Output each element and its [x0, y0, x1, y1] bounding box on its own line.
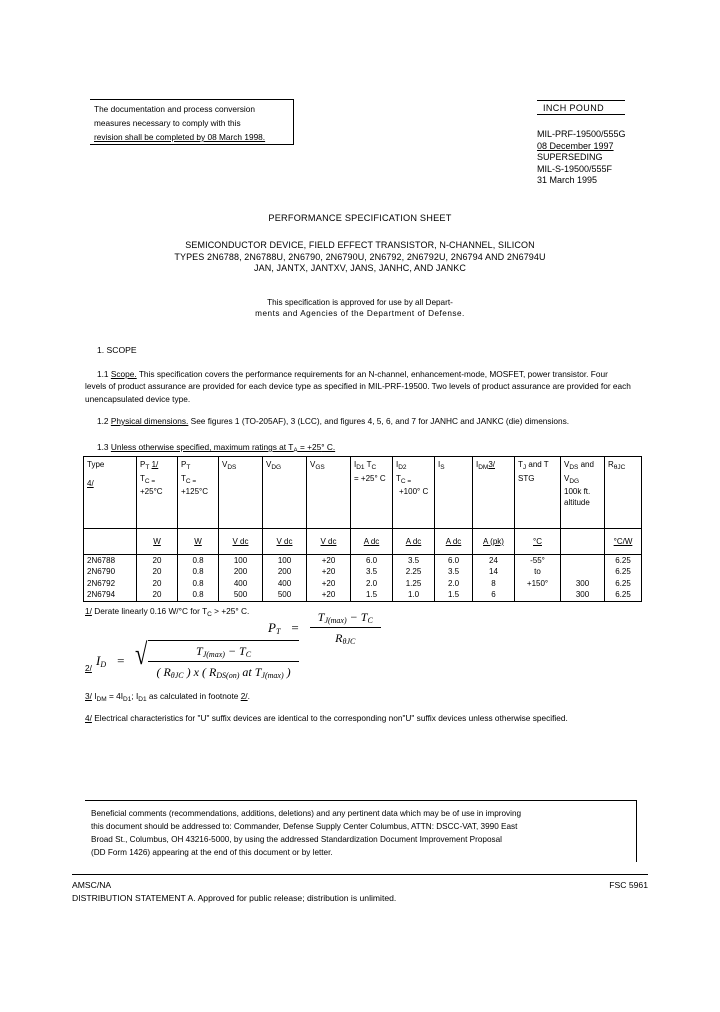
header-type: Type 4/: [84, 457, 137, 529]
table-data-rows: [84, 555, 642, 602]
header-vgs: $V_{GS}$: [307, 457, 351, 529]
revision-notice-line-1: The documentation and process conversion: [94, 104, 255, 114]
distribution-statement: DISTRIBUTION STATEMENT A. Approved for public release; distribution is unlimited.: [72, 893, 397, 903]
formula-pt-numerator: TJ(max) − TC: [310, 608, 381, 628]
unit-vds-altitude: [561, 529, 605, 555]
degree-symbol: °: [321, 442, 325, 452]
cell-vgs: +20: [307, 589, 351, 601]
document-identification-block: [537, 100, 697, 187]
cell-rthetajc: 6.25: [605, 555, 642, 567]
device-title-line-2: TYPES 2N6788, 2N6788U, 2N6790, 2N6790U, 2N6792, 2N6792U, 2N6794 AND 2N6794U: [174, 251, 546, 262]
unit-id2: A dc: [393, 529, 435, 555]
paragraph-1-1: [85, 368, 631, 405]
cell-vds-altitude: [561, 566, 605, 577]
comments-line-2: this document should be addressed to: Commander, Defense Supply Center Columbus, ATTN: DSCC-VAT, 3990 East: [91, 822, 518, 831]
approval-statement: [0, 297, 720, 319]
paragraph-1-3-subscript: A: [293, 447, 298, 454]
footnote-3-reference: 2/: [240, 691, 248, 701]
cell-id1: 2.0: [351, 578, 393, 589]
footnote-3-mark: 3/: [85, 691, 92, 701]
cell-pt-25c: 20: [137, 555, 178, 567]
device-title-line-1: SEMICONDUCTOR DEVICE, FIELD EFFECT TRANSISTOR, N-CHANNEL, SILICON: [185, 240, 535, 250]
approval-line-1: This specification is approved for use by all Depart-: [267, 298, 453, 307]
cell-is: 2.0: [435, 578, 473, 589]
amsc-label: AMSC/NA: [72, 880, 112, 890]
cell-is: 1.5: [435, 589, 473, 601]
cell-pt-25c: 20: [137, 578, 178, 589]
footnote-1: 1/ Derate linearly 0.16 W/°C for $T_C > +25^\circ$ C.: [85, 606, 250, 618]
unit-type: [84, 529, 137, 555]
cell-id1: 3.5: [351, 566, 393, 577]
header-is: $I_S$: [435, 457, 473, 529]
cell-vgs: +20: [307, 566, 351, 577]
specification-number: MIL-PRF-19500/555G: [537, 129, 626, 139]
page-footer: [72, 880, 648, 906]
paragraph-1-1-text: This specification covers the performance requirements for an N-channel, enhancement-mode, MOSFET, power transistor. Four levels of product assurance are provided for each device type as specified in MIL-PRF-19500. Two levels of product assurance are provided for each unencapsulated device type.: [85, 369, 631, 404]
paragraph-1-3-value: = +25: [297, 442, 322, 452]
maximum-ratings-table: [83, 456, 642, 602]
formula-id-numerator: TJ(max) − TC: [148, 642, 298, 662]
table-row: [84, 589, 642, 601]
table-row: [84, 566, 642, 577]
cell-vds: 400: [219, 578, 263, 589]
comments-line-3: Broad St., Columbus, OH 43216-5000, by using the addressed Standardization Document Improvement Proposal: [91, 835, 502, 844]
formula-id-radical: [135, 640, 298, 681]
footnote-1-text-b: C for T: [181, 606, 208, 616]
cell-vds: 500: [219, 589, 263, 601]
page-title: PERFORMANCE SPECIFICATION SHEET: [268, 213, 452, 223]
cell-idm: 14: [473, 566, 515, 577]
formula-id-denominator: ( RθJC ) x ( RDS(on) at TJ(max) ): [156, 665, 291, 680]
cell-vdg: 400: [263, 578, 307, 589]
specification-date: 08 December 1997: [537, 140, 614, 151]
cell-type: 2N6790: [84, 566, 137, 577]
cell-vgs: +20: [307, 578, 351, 589]
cell-pt-125c: 0.8: [178, 555, 219, 567]
cell-is: 6.0: [435, 555, 473, 567]
header-pt-25c: $P_T$ 1/ $T_{C =}$ +25°C: [137, 457, 178, 529]
header-vds: $V_{DS}$: [219, 457, 263, 529]
header-tj-tstg: $T_J$ and T STG: [515, 457, 561, 529]
unit-vdg: V dc: [263, 529, 307, 555]
cell-id1: 1.5: [351, 589, 393, 601]
cell-id2: 1.25: [393, 578, 435, 589]
footnote-1-mark: 1/: [85, 606, 92, 616]
formula-drain-current: [96, 640, 299, 681]
footnote-1-text-c: > +25: [211, 606, 236, 616]
cell-rthetajc: 6.25: [605, 589, 642, 601]
units-row: [84, 529, 642, 555]
unit-rthetajc: °C/W: [605, 529, 642, 555]
fsc-label: FSC 5961: [609, 880, 648, 890]
beneficial-comments-box: [85, 800, 637, 862]
paragraph-1-1-number: 1.1: [97, 369, 109, 379]
cell-vdg: 200: [263, 566, 307, 577]
superseding-label: SUPERSEDING: [537, 152, 603, 163]
unit-vgs: V dc: [307, 529, 351, 555]
header-id1: $I_{D1}$ $T_C$ = +25° C: [351, 457, 393, 529]
footer-row-bottom: [72, 893, 648, 906]
cell-id2: 1.0: [393, 589, 435, 601]
device-title: [0, 240, 720, 275]
cell-vdg: 100: [263, 555, 307, 567]
cell-idm: 6: [473, 589, 515, 601]
footnote-1-text-a: Derate linearly 0.16 W/: [91, 606, 179, 616]
cell-vgs: +20: [307, 555, 351, 567]
cell-tj-tstg: +150°: [515, 578, 561, 589]
revision-notice-line-2: measures necessary to comply with this: [94, 118, 241, 128]
paragraph-1-2-number: 1.2: [97, 416, 109, 426]
paragraph-1-2-title: Physical dimensions.: [110, 416, 189, 426]
unit-pt-125c: W: [178, 529, 219, 555]
footer-row-top: [72, 880, 648, 893]
revision-notice-box: [90, 99, 294, 145]
paragraph-1-2-text: See figures 1 (TO-205AF), 3 (LCC), and figures 4, 5, 6, and 7 for JANHC and JANKC (die) dimensions.: [190, 416, 570, 426]
unit-is: A dc: [435, 529, 473, 555]
unit-vds: V dc: [219, 529, 263, 555]
footnote-4-mark: 4/: [85, 713, 92, 723]
cell-idm: 8: [473, 578, 515, 589]
header-pt-125c: $P_T$ $T_{C =}$ +125°C: [178, 457, 219, 529]
paragraph-1-1-title: Scope.: [110, 369, 137, 379]
cell-pt-125c: 0.8: [178, 589, 219, 601]
cell-type: 2N6788: [84, 555, 137, 567]
revision-notice-line-3: revision shall be completed by 08 March 1998.: [94, 132, 266, 142]
formula-pt-lhs: PT: [268, 619, 281, 636]
header-vdg: $V_{DG}$: [263, 457, 307, 529]
comments-line-1: Beneficial comments (recommendations, additions, deletions) and any pertinent data which may be of use in improving: [91, 809, 522, 818]
formula-id-lhs: ID: [96, 652, 107, 669]
cell-type: 2N6792: [84, 578, 137, 589]
cell-vds-altitude: [561, 555, 605, 567]
paragraph-1-3: [97, 441, 631, 457]
superseded-specification: MIL-S-19500/555F: [537, 163, 613, 174]
unit-id1: A dc: [351, 529, 393, 555]
footnote-2-mark: 2/: [85, 663, 92, 673]
header-vds-vdg-altitude: $V_{DS}$ and $V_{DG}$ 100k ft. altitude: [561, 457, 605, 529]
cell-pt-125c: 0.8: [178, 578, 219, 589]
footer-divider: [72, 874, 648, 875]
cell-tj-tstg: [515, 589, 561, 601]
section-heading-scope: 1. SCOPE: [97, 345, 137, 355]
formula-id-fraction: [148, 642, 298, 681]
cell-tj-tstg: -55°: [515, 555, 561, 567]
cell-pt-25c: 20: [137, 589, 178, 601]
cell-pt-125c: 0.8: [178, 566, 219, 577]
approval-line-2: ments and Agencies of the Department of Defense.: [255, 309, 465, 318]
paragraph-1-3-suffix: C.: [324, 442, 336, 452]
comments-line-4: (DD Form 1426) appearing at the end of this document or by letter.: [91, 848, 333, 857]
cell-type: 2N6794: [84, 589, 137, 601]
header-id2: $I_{D2}$ $T_{C =}$ +100° C: [393, 457, 435, 529]
table-units-row-group: [84, 529, 642, 555]
cell-vds-altitude: 300: [561, 578, 605, 589]
title-block: [0, 213, 720, 275]
cell-rthetajc: 6.25: [605, 578, 642, 589]
cell-vds-altitude: 300: [561, 589, 605, 601]
header-idm: $I_{DM}3/$: [473, 457, 515, 529]
formula-id-equals: =: [117, 652, 125, 668]
cell-vdg: 500: [263, 589, 307, 601]
cell-is: 3.5: [435, 566, 473, 577]
cell-id2: 3.5: [393, 555, 435, 567]
formula-pt-denominator: RθJC: [335, 631, 356, 646]
cell-pt-25c: 20: [137, 566, 178, 577]
footnote-4-text: Electrical characteristics for "U" suffix devices are identical to the corresponding non"U" suffix devices unless otherwise specified.: [91, 713, 568, 723]
formula-pt-fraction: [310, 608, 381, 647]
header-rthetajc: $R_{\theta JC}$: [605, 457, 642, 529]
table-header: [84, 457, 642, 529]
device-title-line-3: JAN, JANTX, JANTXV, JANS, JANHC, AND JANKC: [254, 263, 466, 273]
paragraph-1-2: [97, 415, 631, 427]
paragraph-1-3-number: 1.3: [97, 442, 109, 452]
unit-idm: A (pk): [473, 529, 515, 555]
footnote-3: 3/ $I_{DM} = 4I_{D1}$; $I_{D1}$ as calculated in footnote 2/.: [85, 691, 250, 703]
cell-vds: 100: [219, 555, 263, 567]
cell-id2: 2.25: [393, 566, 435, 577]
footnote-4: [85, 712, 635, 724]
cell-tj-tstg: to: [515, 566, 561, 577]
inch-pound-label: INCH POUND: [537, 100, 625, 115]
footnote-1-subscript: C: [207, 611, 212, 618]
square-root-icon: √: [135, 638, 148, 671]
footnote-1-text-d: C.: [238, 606, 250, 616]
formula-pt-equals: =: [291, 619, 299, 635]
superseded-date: 31 March 1995: [537, 175, 598, 186]
unit-tj-tstg: °C: [515, 529, 561, 555]
paragraph-1-3-title: Unless otherwise specified, maximum ratings at T: [110, 442, 294, 452]
cell-id1: 6.0: [351, 555, 393, 567]
cell-vds: 200: [219, 566, 263, 577]
table-row: [84, 555, 642, 567]
table-row: [84, 578, 642, 589]
cell-idm: 24: [473, 555, 515, 567]
cell-rthetajc: 6.25: [605, 566, 642, 577]
unit-pt-25c: W: [137, 529, 178, 555]
